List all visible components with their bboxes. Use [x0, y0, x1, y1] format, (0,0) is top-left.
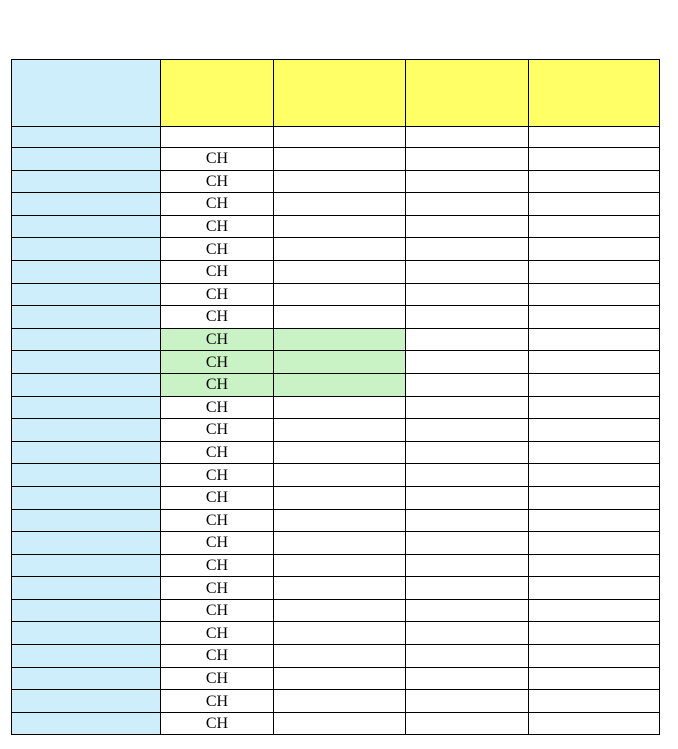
cell-delta-melting-point — [406, 238, 529, 261]
cell-formula — [161, 712, 274, 735]
cell-delta-melting-point — [406, 622, 529, 645]
cell-delta-melting-point — [406, 577, 529, 600]
cell-formula — [161, 667, 274, 690]
formula-h: H — [216, 556, 229, 574]
table-row — [12, 283, 660, 306]
cell-melting-point — [274, 486, 406, 509]
cell-melting-point — [274, 554, 406, 577]
header-formula — [161, 127, 274, 148]
cell-hydrocarbon — [12, 667, 161, 690]
cell-melting-point — [274, 283, 406, 306]
cell-density — [529, 532, 660, 555]
formula-c: C — [205, 692, 217, 710]
formula-c: C — [205, 466, 217, 484]
formula-c: C — [205, 715, 217, 733]
formula-h: H — [216, 511, 229, 529]
cell-melting-point — [274, 396, 406, 419]
cell-formula — [161, 351, 274, 374]
cell-density — [529, 396, 660, 419]
table-row — [12, 712, 660, 735]
cell-formula — [161, 215, 274, 238]
cell-delta-melting-point — [406, 148, 529, 171]
formula-h: H — [216, 466, 229, 484]
cell-melting-point — [274, 215, 406, 238]
cell-delta-melting-point — [406, 328, 529, 351]
cell-hydrocarbon — [12, 170, 161, 193]
cell-density — [529, 441, 660, 464]
cell-hydrocarbon — [12, 712, 161, 735]
cell-density — [529, 238, 660, 261]
cell-hydrocarbon — [12, 441, 161, 464]
cell-hydrocarbon — [12, 599, 161, 622]
arabic-header-delta-melting-point — [406, 60, 529, 127]
formula-h: H — [216, 579, 229, 597]
formula-h: H — [216, 195, 229, 213]
cell-delta-melting-point — [406, 532, 529, 555]
cell-hydrocarbon — [12, 645, 161, 668]
cell-hydrocarbon — [12, 577, 161, 600]
table-row — [12, 260, 660, 283]
formula-c: C — [205, 218, 217, 236]
cell-density — [529, 554, 660, 577]
formula-h: H — [216, 308, 229, 326]
cell-melting-point — [274, 193, 406, 216]
cell-density — [529, 577, 660, 600]
cell-density — [529, 351, 660, 374]
table-row — [12, 464, 660, 487]
table-row — [12, 215, 660, 238]
table-row — [12, 554, 660, 577]
cell-density — [529, 283, 660, 306]
cell-hydrocarbon — [12, 486, 161, 509]
cell-formula — [161, 532, 274, 555]
cell-delta-melting-point — [406, 712, 529, 735]
cell-density — [529, 622, 660, 645]
cell-delta-melting-point — [406, 690, 529, 713]
cell-hydrocarbon — [12, 464, 161, 487]
table-body — [12, 148, 660, 735]
cell-melting-point — [274, 622, 406, 645]
cell-formula — [161, 690, 274, 713]
cell-melting-point — [274, 373, 406, 396]
hydrocarbon-table — [11, 59, 660, 735]
cell-delta-melting-point — [406, 554, 529, 577]
cell-delta-melting-point — [406, 464, 529, 487]
formula-c: C — [205, 331, 217, 349]
cell-formula — [161, 509, 274, 532]
formula-c: C — [205, 444, 217, 462]
cell-hydrocarbon — [12, 215, 161, 238]
arabic-header-row — [12, 60, 660, 127]
table-row — [12, 328, 660, 351]
table-row — [12, 306, 660, 329]
cell-hydrocarbon — [12, 351, 161, 374]
cell-hydrocarbon — [12, 328, 161, 351]
formula-c: C — [205, 285, 217, 303]
cell-delta-melting-point — [406, 419, 529, 442]
formula-c: C — [205, 150, 217, 168]
cell-hydrocarbon — [12, 396, 161, 419]
cell-hydrocarbon — [12, 260, 161, 283]
formula-c: C — [205, 647, 217, 665]
formula-c: C — [205, 579, 217, 597]
cell-formula — [161, 622, 274, 645]
formula-c: C — [205, 353, 217, 371]
cell-hydrocarbon — [12, 532, 161, 555]
cell-formula — [161, 193, 274, 216]
cell-density — [529, 419, 660, 442]
cell-delta-melting-point — [406, 645, 529, 668]
cell-density — [529, 215, 660, 238]
arabic-header-melting-point — [274, 60, 406, 127]
cell-melting-point — [274, 667, 406, 690]
cell-delta-melting-point — [406, 193, 529, 216]
table-row — [12, 622, 660, 645]
formula-h: H — [216, 376, 229, 394]
formula-h: H — [216, 398, 229, 416]
cell-hydrocarbon — [12, 690, 161, 713]
cell-hydrocarbon — [12, 509, 161, 532]
formula-c: C — [205, 534, 217, 552]
cell-formula — [161, 170, 274, 193]
cell-hydrocarbon — [12, 148, 161, 171]
cell-melting-point — [274, 645, 406, 668]
cell-melting-point — [274, 464, 406, 487]
cell-density — [529, 645, 660, 668]
table-row — [12, 532, 660, 555]
formula-h: H — [216, 285, 229, 303]
cell-melting-point — [274, 306, 406, 329]
cell-formula — [161, 306, 274, 329]
cell-melting-point — [274, 238, 406, 261]
english-header-row — [12, 127, 660, 148]
cell-formula — [161, 396, 274, 419]
formula-h: H — [216, 353, 229, 371]
cell-density — [529, 690, 660, 713]
formula-h: H — [216, 172, 229, 190]
cell-formula — [161, 441, 274, 464]
cell-hydrocarbon — [12, 373, 161, 396]
cell-formula — [161, 148, 274, 171]
formula-h: H — [216, 692, 229, 710]
cell-melting-point — [274, 441, 406, 464]
cell-density — [529, 193, 660, 216]
cell-formula — [161, 283, 274, 306]
cell-formula — [161, 599, 274, 622]
formula-c: C — [205, 263, 217, 281]
header-density — [529, 127, 660, 148]
formula-c: C — [205, 172, 217, 190]
cell-density — [529, 667, 660, 690]
cell-formula — [161, 577, 274, 600]
cell-hydrocarbon — [12, 238, 161, 261]
formula-h: H — [216, 331, 229, 349]
cell-hydrocarbon — [12, 283, 161, 306]
cell-formula — [161, 486, 274, 509]
formula-c: C — [205, 511, 217, 529]
cell-melting-point — [274, 690, 406, 713]
cell-delta-melting-point — [406, 667, 529, 690]
cell-delta-melting-point — [406, 306, 529, 329]
cell-density — [529, 170, 660, 193]
formula-c: C — [205, 556, 217, 574]
cell-hydrocarbon — [12, 193, 161, 216]
cell-formula — [161, 260, 274, 283]
formula-h: H — [216, 444, 229, 462]
cell-delta-melting-point — [406, 509, 529, 532]
cell-formula — [161, 419, 274, 442]
cell-delta-melting-point — [406, 351, 529, 374]
table-row — [12, 170, 660, 193]
formula-h: H — [216, 263, 229, 281]
arabic-header-name — [12, 60, 161, 127]
cell-density — [529, 373, 660, 396]
formula-h: H — [216, 421, 229, 439]
table-row — [12, 238, 660, 261]
formula-c: C — [205, 398, 217, 416]
formula-h: H — [216, 534, 229, 552]
cell-melting-point — [274, 328, 406, 351]
table-row — [12, 419, 660, 442]
cell-delta-melting-point — [406, 215, 529, 238]
table-row — [12, 148, 660, 171]
cell-density — [529, 509, 660, 532]
cell-delta-melting-point — [406, 260, 529, 283]
table-row — [12, 690, 660, 713]
header-hydrocarbon — [12, 127, 161, 148]
cell-formula — [161, 373, 274, 396]
cell-melting-point — [274, 532, 406, 555]
cell-density — [529, 260, 660, 283]
cell-melting-point — [274, 712, 406, 735]
cell-melting-point — [274, 509, 406, 532]
cell-hydrocarbon — [12, 419, 161, 442]
formula-c: C — [205, 376, 217, 394]
header-melting-point — [274, 127, 406, 148]
formula-h: H — [216, 218, 229, 236]
formula-h: H — [216, 669, 229, 687]
formula-c: C — [205, 602, 217, 620]
arabic-header-formula — [161, 60, 274, 127]
cell-melting-point — [274, 599, 406, 622]
cell-formula — [161, 238, 274, 261]
cell-melting-point — [274, 148, 406, 171]
cell-hydrocarbon — [12, 554, 161, 577]
formula-c: C — [205, 421, 217, 439]
table-row — [12, 645, 660, 668]
cell-density — [529, 486, 660, 509]
formula-c: C — [205, 308, 217, 326]
cell-melting-point — [274, 170, 406, 193]
table-row — [12, 599, 660, 622]
formula-h: H — [216, 150, 229, 168]
arabic-header-density — [529, 60, 660, 127]
header-delta-melting-point — [406, 127, 529, 148]
formula-c: C — [205, 624, 217, 642]
cell-hydrocarbon — [12, 622, 161, 645]
cell-melting-point — [274, 351, 406, 374]
formula-c: C — [205, 669, 217, 687]
cell-density — [529, 328, 660, 351]
cell-delta-melting-point — [406, 599, 529, 622]
cell-delta-melting-point — [406, 373, 529, 396]
cell-density — [529, 712, 660, 735]
cell-melting-point — [274, 419, 406, 442]
formula-c: C — [205, 240, 217, 258]
table-row — [12, 667, 660, 690]
table-row — [12, 577, 660, 600]
table-row — [12, 351, 660, 374]
formula-h: H — [216, 715, 229, 733]
cell-formula — [161, 464, 274, 487]
cell-hydrocarbon — [12, 306, 161, 329]
table-row — [12, 373, 660, 396]
cell-density — [529, 464, 660, 487]
cell-formula — [161, 554, 274, 577]
table-row — [12, 509, 660, 532]
table-row — [12, 193, 660, 216]
table-row — [12, 486, 660, 509]
formula-h: H — [216, 489, 229, 507]
cell-melting-point — [274, 577, 406, 600]
cell-delta-melting-point — [406, 486, 529, 509]
cell-delta-melting-point — [406, 441, 529, 464]
formula-h: H — [216, 624, 229, 642]
cell-formula — [161, 328, 274, 351]
table-row — [12, 441, 660, 464]
cell-density — [529, 599, 660, 622]
cell-melting-point — [274, 260, 406, 283]
formula-h: H — [216, 602, 229, 620]
cell-delta-melting-point — [406, 283, 529, 306]
formula-h: H — [216, 240, 229, 258]
cell-delta-melting-point — [406, 170, 529, 193]
table-row — [12, 396, 660, 419]
formula-h: H — [216, 647, 229, 665]
formula-c: C — [205, 489, 217, 507]
cell-formula — [161, 645, 274, 668]
cell-density — [529, 306, 660, 329]
cell-density — [529, 148, 660, 171]
formula-c: C — [205, 195, 217, 213]
cell-delta-melting-point — [406, 396, 529, 419]
